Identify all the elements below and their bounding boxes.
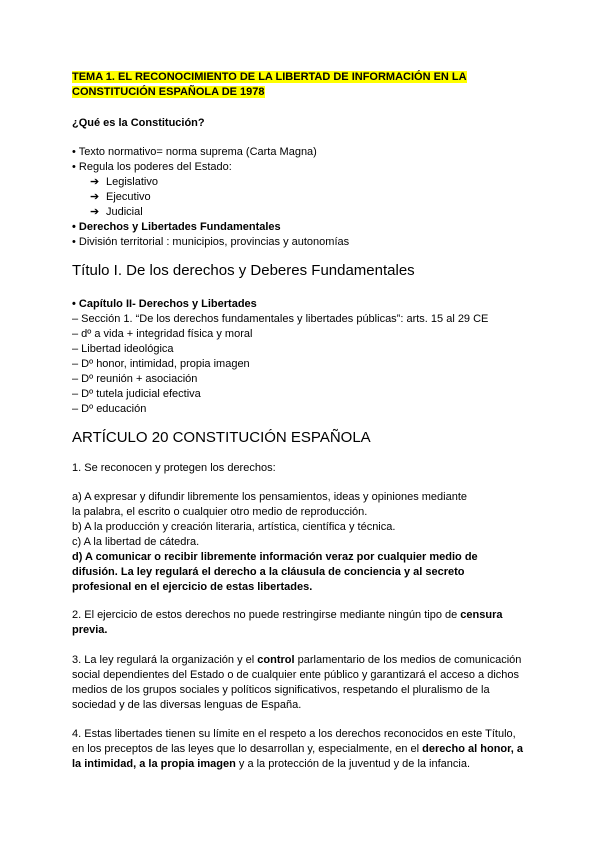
list-item: – Sección 1. “De los derechos fundamentales y libertades públicas”: arts. 15 al 29 CE bbox=[72, 313, 489, 325]
arrow-icon: ➔ bbox=[90, 206, 100, 218]
title-line-2: CONSTITUCIÓN ESPAÑOLA DE 1978 bbox=[72, 86, 265, 98]
list-item: profesional en el ejercicio de estas libertades. bbox=[72, 581, 313, 593]
arrow-icon: ➔ bbox=[90, 191, 100, 203]
document-title bbox=[72, 70, 542, 100]
capitulo-heading: • Capítulo II- Derechos y Libertades bbox=[72, 298, 257, 310]
paragraph-2: 2. El ejercicio de estos derechos no puede restringirse mediante ningún tipo de censura previa. bbox=[72, 609, 503, 636]
list-item: – Dº tutela judicial efectiva bbox=[72, 388, 201, 400]
paragraph-4: 4. Estas libertades tienen su límite en el respeto a los derechos reconocidos en este Título, en los preceptos de las leyes que lo desarrollan y, especialmente, en el derecho al honor, a la intimidad, a la propia imagen y a la protección de la juventud y de la infancia. bbox=[72, 728, 524, 770]
list-item: – Dº educación bbox=[72, 403, 147, 415]
paragraph-3: 3. La ley regulará la organización y el control parlamentario de los medios de comunicación social dependientes del Estado o de cualquier ente público y garantizará el acceso a dichos medios de los grupos sociales y políticos significativos, respetando el pluralismo de la sociedad y de las diversas lenguas de España. bbox=[72, 654, 522, 711]
list-item: – Libertad ideológica bbox=[72, 343, 174, 355]
list-item: d) A comunicar o recibir libremente información veraz por cualquier medio de bbox=[72, 551, 478, 563]
list-item: • División territorial : municipios, provincias y autonomías bbox=[72, 236, 350, 248]
list-item: c) A la libertad de cátedra. bbox=[72, 536, 200, 548]
list-item: – Dº reunión + asociación bbox=[72, 373, 198, 385]
titulo-heading: Título I. De los derechos y Deberes Fundamentales bbox=[72, 262, 415, 279]
title-line-1: TEMA 1. EL RECONOCIMIENTO DE LA LIBERTAD DE INFORMACIÓN EN LA bbox=[72, 71, 467, 83]
list-item: ➔ Ejecutivo bbox=[90, 191, 151, 203]
list-item: – Dº honor, intimidad, propia imagen bbox=[72, 358, 250, 370]
list-item: a) A expresar y difundir libremente los pensamientos, ideas y opiniones mediante bbox=[72, 491, 468, 503]
list-item: • Derechos y Libertades Fundamentales bbox=[72, 221, 281, 233]
list-item: ➔ Legislativo bbox=[90, 176, 158, 188]
list-item: ➔ Judicial bbox=[90, 206, 143, 218]
arrow-icon: ➔ bbox=[90, 176, 100, 188]
list-item: b) A la producción y creación literaria, artística, científica y técnica. bbox=[72, 521, 396, 533]
capitulo-list bbox=[72, 297, 542, 417]
derechos-list bbox=[72, 490, 542, 595]
list-item: • Regula los poderes del Estado: bbox=[72, 161, 232, 173]
list-item: – dº a vida + integridad física y moral bbox=[72, 328, 253, 340]
list-item: difusión. La ley regulará el derecho a la cláusula de conciencia y al secreto bbox=[72, 566, 465, 578]
question-heading: ¿Qué es la Constitución? bbox=[72, 117, 205, 129]
constitution-list bbox=[72, 145, 542, 250]
list-item: la palabra, el escrito o cualquier otro medio de reproducción. bbox=[72, 506, 368, 518]
paragraph-1: 1. Se reconocen y protegen los derechos: bbox=[72, 462, 276, 474]
article-20-heading: ARTÍCULO 20 CONSTITUCIÓN ESPAÑOLA bbox=[72, 429, 371, 446]
list-item: • Texto normativo= norma suprema (Carta Magna) bbox=[72, 146, 317, 158]
